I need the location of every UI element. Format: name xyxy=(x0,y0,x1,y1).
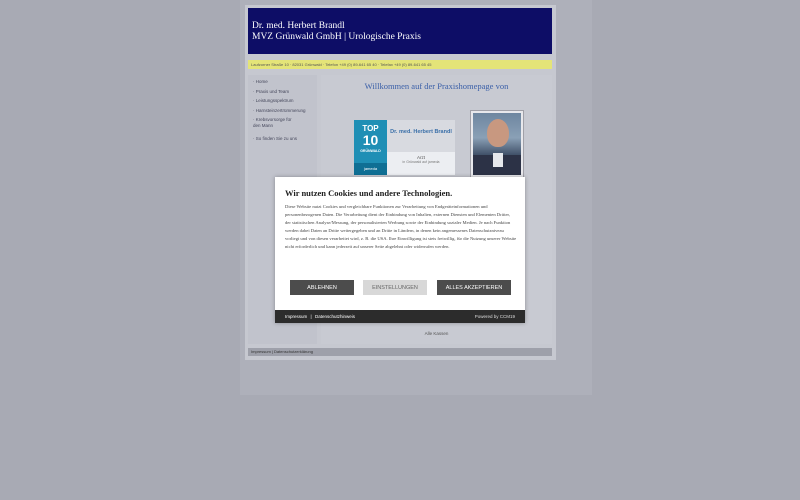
datenschutz-link[interactable]: Datenschutzhinweis xyxy=(314,314,355,319)
link-separator: | xyxy=(310,314,312,319)
badge-top-label: TOP xyxy=(362,124,379,133)
welcome-heading: Willkommen auf der Praxishomepage von xyxy=(364,81,509,91)
badge-ten-label: 10 xyxy=(362,132,379,148)
nav-item-krebsvorsorge[interactable]: · Krebsvorsorge für den Mann xyxy=(253,117,292,128)
doctor-photo xyxy=(470,110,524,178)
accept-all-button[interactable]: ALLES AKZEPTIEREN xyxy=(437,280,511,295)
powered-by-text: Powered by CCM19 xyxy=(474,314,515,319)
badge-doctor-name: Dr. med. Herbert Brandl xyxy=(387,120,455,152)
badge-details xyxy=(387,120,455,175)
impressum-link[interactable]: Impressum xyxy=(285,314,308,319)
jameda-logo: jameda xyxy=(354,163,387,175)
cookie-title: Wir nutzen Cookies und andere Technologien. xyxy=(285,188,453,198)
nav-item-home[interactable]: · Home xyxy=(253,79,268,84)
site-header xyxy=(248,8,552,54)
cookie-text: Diese Website nutzt Cookies und vergleichbare Funktionen zur Verarbeitung von Endgeräteinformationen und personenbezogenen Daten. Die Verarbeitung dient der Einbindung von Inhalten, externen Diensten und Elementen Dritter, der statistischen Analyse/Messung, der personalisierten Werbung sowie der Einbindung sozialer Medien. Je nach Funktion werden dabei Daten an Dritte weitergegeben und an Dritte in Ländern, in denen kein angemessenes Datenschutzniveau vorliegt und von diesen verarbeitet wird, z. B. die USA. Ihre Einwilligung ist stets freiwillig, für die Nutzung unserer Website nicht erforderlich und kann jederzeit auf unserer Seite abgelehnt oder widerrufen werden. xyxy=(285,204,517,249)
site-footer[interactable]: Impressum | Datenschutzerklärung xyxy=(248,348,552,356)
header-subtitle: MVZ Grünwald GmbH | Urologische Praxis xyxy=(252,32,421,42)
decline-button[interactable]: ABLEHNEN xyxy=(290,280,354,295)
portrait-head xyxy=(487,119,509,147)
portrait-image xyxy=(473,113,521,175)
cookie-dialog xyxy=(275,177,525,323)
badge-role: Arzt xyxy=(416,155,425,160)
alle-kassen-text: Alle Kassen xyxy=(424,331,449,336)
nav-item-anfahrt[interactable]: · So finden Sie zu uns xyxy=(253,136,298,141)
badge-sub-label: GRÜNWALD xyxy=(360,149,381,153)
address-bar: Laufzorner Straße 10 · 82031 Grünwald · Telefon +49 (0) 89-641 65 40 · Telefax +49 (0) 89-641 65 45 xyxy=(248,60,552,69)
nav-item-harnsteinzertruemmerung[interactable]: · Harnsteinzertrümmerung xyxy=(253,107,306,113)
settings-button[interactable]: EINSTELLUNGEN xyxy=(363,280,427,295)
header-title: Dr. med. Herbert Brandl xyxy=(252,21,345,31)
nav-item-praxis-team[interactable]: · Praxis und Team xyxy=(253,88,290,94)
jameda-badge[interactable] xyxy=(354,120,455,175)
portrait-shirt xyxy=(493,153,503,167)
nav-item-leistungsspektrum[interactable]: · Leistungsspektrum xyxy=(253,98,294,103)
cookie-footer-bar xyxy=(275,310,525,323)
cookie-links xyxy=(285,310,355,323)
badge-source: in Grünwald auf jameda xyxy=(402,160,440,164)
